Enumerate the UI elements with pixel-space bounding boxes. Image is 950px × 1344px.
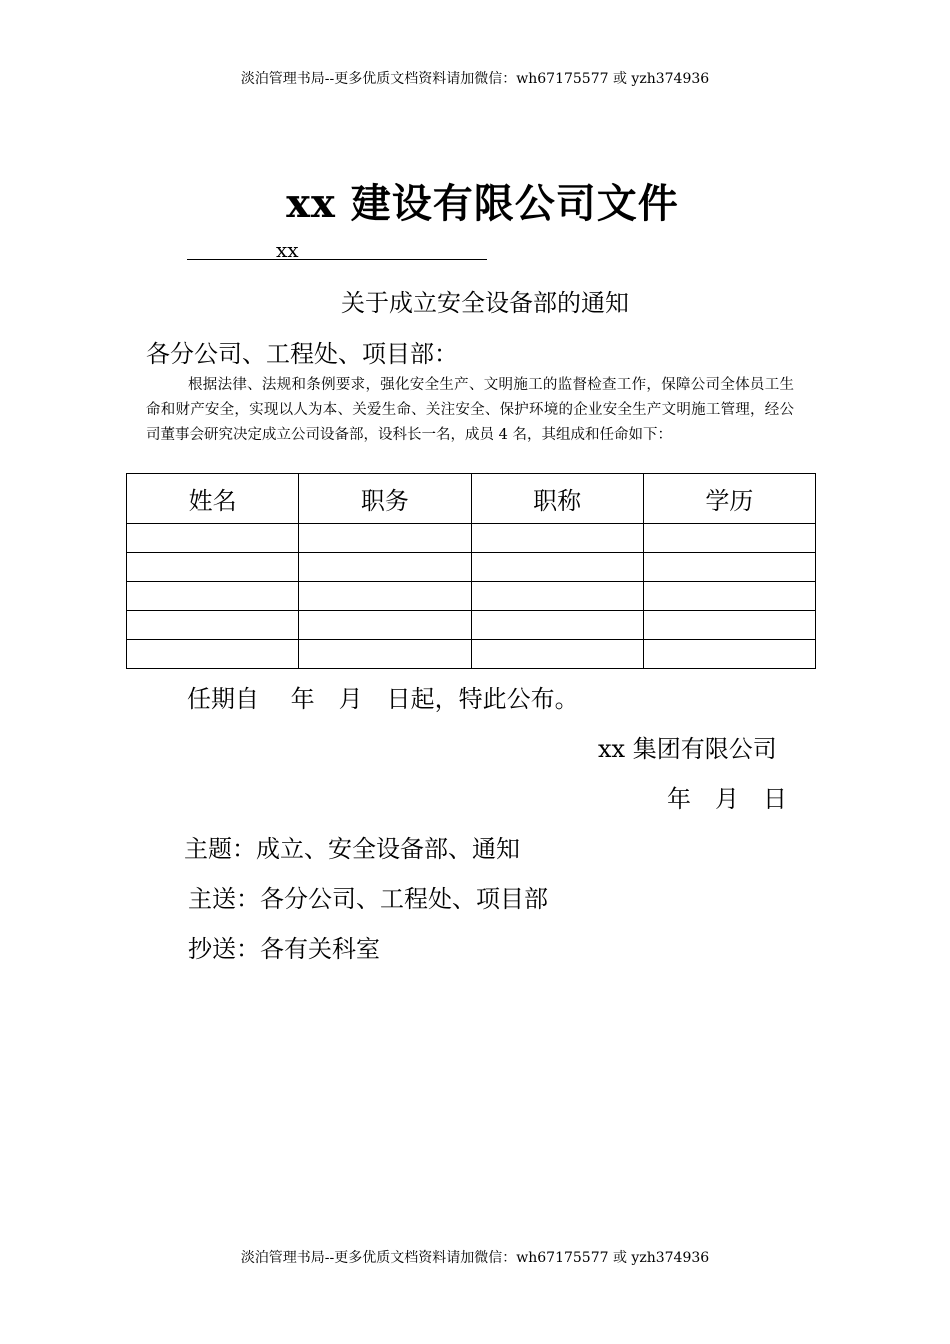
copy-to-line: 抄送：各有关科室: [188, 935, 380, 963]
table-cell: [127, 553, 299, 582]
header-note: 淡泊管理书局--更多优质文档资料请加微信：wh67175577 或 yzh374936: [240, 71, 710, 87]
table-cell: [299, 524, 471, 553]
table-cell: [471, 611, 643, 640]
header-title: 职称: [471, 474, 643, 524]
table-row: [127, 640, 816, 669]
header-name: 姓名: [127, 474, 299, 524]
notice-subject: 关于成立安全设备部的通知: [341, 289, 629, 317]
table-cell: [299, 553, 471, 582]
table-cell: [127, 611, 299, 640]
topic-line: 主题：成立、安全设备部、通知: [184, 835, 520, 863]
document-title: xx 建设有限公司文件: [286, 180, 679, 227]
header-education: 学历: [643, 474, 815, 524]
staff-table: [126, 473, 816, 669]
table-cell: [299, 640, 471, 669]
table-row: [127, 582, 816, 611]
table-cell: [643, 582, 815, 611]
table-cell: [471, 524, 643, 553]
doc-number-underline: [187, 259, 487, 260]
table-cell: [643, 640, 815, 669]
table-row: [127, 524, 816, 553]
footer-note: 淡泊管理书局--更多优质文档资料请加微信：wh67175577 或 yzh374936: [240, 1250, 710, 1266]
table-row: [127, 611, 816, 640]
table-cell: [471, 640, 643, 669]
issuer-name: xx 集团有限公司: [598, 735, 777, 763]
table-row: [127, 553, 816, 582]
table-cell: [643, 524, 815, 553]
recipients-line: 各分公司、工程处、项目部：: [146, 340, 458, 368]
table-cell: [643, 611, 815, 640]
issue-date: 年 月 日: [667, 785, 787, 813]
table-cell: [471, 553, 643, 582]
table-header-row: [127, 474, 816, 524]
doc-number: xx: [276, 238, 299, 262]
table-cell: [299, 582, 471, 611]
table-cell: [471, 582, 643, 611]
table-cell: [127, 582, 299, 611]
table-cell: [299, 611, 471, 640]
header-position: 职务: [299, 474, 471, 524]
term-statement: 任期自 年 月 日起，特此公布。: [187, 685, 579, 713]
send-to-line: 主送：各分公司、工程处、项目部: [188, 885, 548, 913]
table-cell: [127, 640, 299, 669]
table-cell: [643, 553, 815, 582]
table-cell: [127, 524, 299, 553]
body-paragraph: 根据法律、法规和条例要求，强化安全生产、文明施工的监督检查工作，保障公司全体员工生命和财产安全，实现以人为本、关爱生命、关注安全、保护环境的企业安全生产文明施工管理，经公司董事会研究决定成立公司设备部，设科长一名，成员 4 名，其组成和任命如下：: [146, 377, 794, 443]
